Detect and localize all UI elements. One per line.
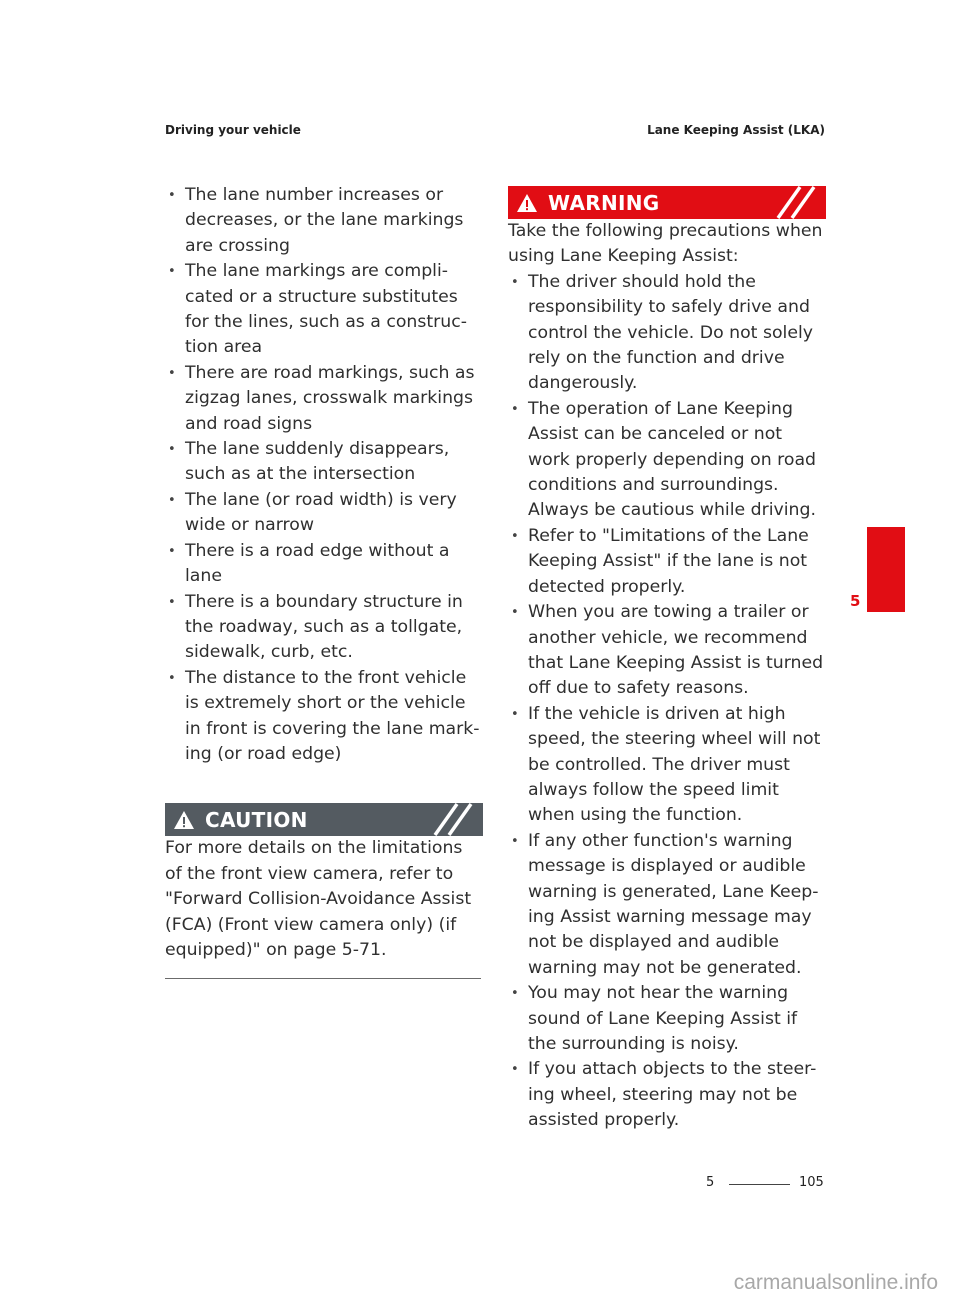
footer-chapter-number: 5 (706, 1175, 715, 1190)
right-column (508, 186, 826, 1134)
warning-triangle-icon (516, 192, 538, 214)
list-item: • The distance to the front vehicle is extremely short or the vehicle in front is covering the lane mark- ing (or road edge) (165, 666, 483, 768)
list-item: • The lane markings are compli- cated or a structure substitutes for the lines, such as a construc- tion area (165, 259, 483, 361)
list-item: • There are road markings, such as zigzag lanes, crosswalk markings and road signs (165, 361, 483, 437)
running-header-topic: Lane Keeping Assist (LKA) (647, 123, 825, 137)
limitations-list (165, 183, 483, 767)
running-header-section: Driving your vehicle (165, 123, 301, 137)
list-item: • Refer to "Limitations of the Lane Keeping Assist" if the lane is not detected properly. (508, 524, 826, 600)
footer-rule (729, 1184, 790, 1185)
list-item: • There is a road edge without a lane (165, 539, 483, 590)
double-slash-icon (776, 186, 822, 219)
list-item: • The operation of Lane Keeping Assist can be canceled or not work properly depending on road conditions and surroundings. Always be cautious while driving. (508, 397, 826, 524)
warning-title: WARNING (548, 190, 660, 215)
double-slash-icon (433, 803, 479, 836)
list-item: • If you attach objects to the steer- ing wheel, steering may not be assisted properly. (508, 1057, 826, 1133)
list-item: • If the vehicle is driven at high speed, the steering wheel will not be controlled. The driver must always follow the speed limit when using the function. (508, 702, 826, 829)
warning-banner (508, 186, 826, 219)
list-item: • There is a boundary structure in the roadway, such as a tollgate, sidewalk, curb, etc. (165, 590, 483, 666)
chapter-tab-number: 5 (850, 592, 861, 610)
warning-list (508, 270, 826, 1134)
list-item: • The lane (or road width) is very wide or narrow (165, 488, 483, 539)
section-divider (165, 978, 481, 979)
list-item: • When you are towing a trailer or another vehicle, we recommend that Lane Keeping Assist is turned off due to safety reasons. (508, 600, 826, 702)
caution-title: CAUTION (205, 807, 308, 832)
list-item: • The lane suddenly disappears, such as at the intersection (165, 437, 483, 488)
list-item: • The driver should hold the responsibility to safely drive and control the vehicle. Do not solely rely on the function and drive dangerously. (508, 270, 826, 397)
warning-triangle-icon (173, 809, 195, 831)
watermark: carmanualsonline.info (733, 1271, 938, 1294)
caution-text: For more details on the limitations of the front view camera, refer to "Forward Collision-Avoidance Assist (FCA) (Front view camera only) (if equipped)" on page 5-71. (165, 838, 472, 960)
list-item: • If any other function's warning message is displayed or audible warning is generated, Lane Keep- ing Assist warning message may not be displayed and audible warning may not be generated. (508, 829, 826, 981)
caution-banner (165, 803, 483, 836)
list-item: • You may not hear the warning sound of Lane Keeping Assist if the surrounding is noisy. (508, 981, 826, 1057)
list-item: • The lane number increases or decreases, or the lane markings are crossing (165, 183, 483, 259)
left-column (165, 183, 483, 979)
warning-intro: Take the following precautions when using Lane Keeping Assist: (508, 221, 823, 267)
page-number: 105 (799, 1175, 824, 1190)
chapter-tab (867, 527, 905, 612)
